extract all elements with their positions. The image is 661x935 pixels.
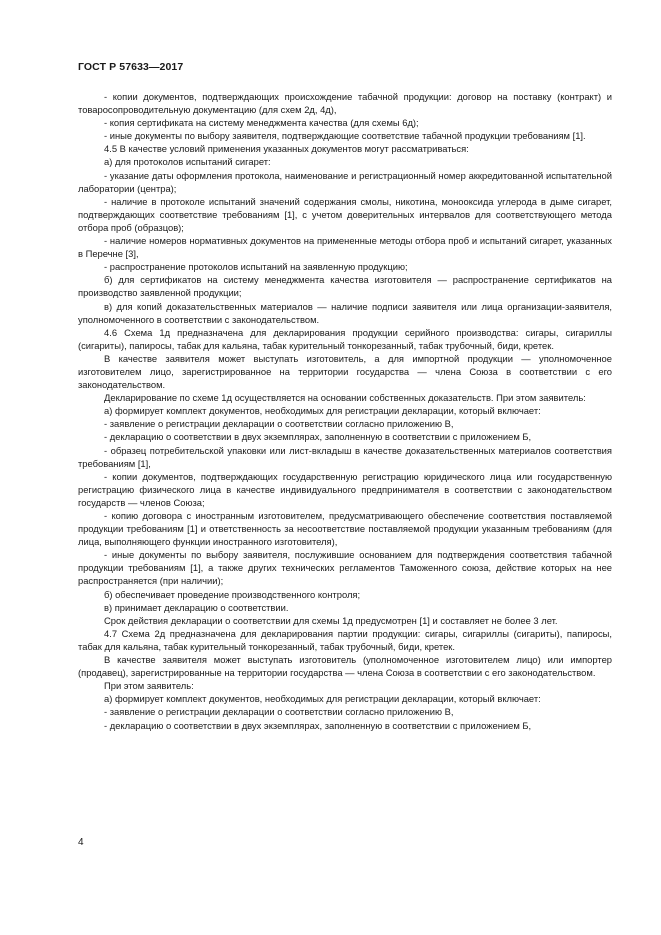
paragraph: б) обеспечивает проведение производственного контроля;: [104, 588, 361, 600]
paragraph: - копия сертификата на систему менеджмента качества (для схемы 6д);: [104, 117, 419, 129]
paragraph: - иные документы по выбору заявителя, послужившие основанием для подтверждения соответствия табачной продукции требованиям [1], а также других технических регламентов Таможенного союза, действие которых на нее распространяется (при наличии);: [78, 549, 612, 587]
paragraph: в) для копий доказательственных материалов — наличие подписи заявителя или лица организации-заявителя, уполномоченного в соответствии с законодательством.: [78, 300, 612, 325]
paragraph: - образец потребительской упаковки или лист-вкладыш в качестве доказательственных материалов соответствия требованиям [1],: [78, 444, 612, 469]
paragraph: 4.6 Схема 1д предназначена для декларирования продукции серийного производства: сигары, сигариллы (сигариты), папиросы, табак для кальяна, табак курительный тонкорезанный, табак трубочный, биди, кретек.: [78, 326, 612, 351]
paragraph: При этом заявитель:: [104, 680, 194, 692]
paragraph: В качестве заявителя может выступать изготовитель (уполномоченное изготовителем лицо) или импортер (продавец), зарегистрированные на территории государства — члена Союза в соответствии с его законодательством.: [78, 654, 612, 679]
paragraph: 4.7 Схема 2д предназначена для декларирования партии продукции: сигары, сигариллы (сигариты), папиросы, табак для кальяна, табак курительный тонкорезанный, табак трубочный, биди, кретек.: [78, 627, 612, 652]
paragraph: - копии документов, подтверждающих государственную регистрацию юридического лица или государственную регистрацию физического лица в качестве индивидуального предпринимателя в соответствии с законодательством государств — членов Союза;: [78, 470, 612, 508]
paragraph: Декларирование по схеме 1д осуществляется на основании собственных доказательств. При этом заявитель:: [104, 392, 586, 404]
paragraph: - наличие номеров нормативных документов на примененные методы отбора проб и испытаний сигарет, указанных в Перечне [3],: [78, 235, 612, 260]
paragraph: - декларацию о соответствии в двух экземплярах, заполненную в соответствии с приложением Б,: [104, 719, 532, 731]
paragraph: 4.5 В качестве условий применения указанных документов могут рассматриваться:: [104, 143, 469, 155]
document-header: ГОСТ Р 57633—2017: [78, 61, 184, 73]
paragraph: - наличие в протоколе испытаний значений содержания смолы, никотина, монооксида углерода в дыме сигарет, подтверждающих соответствие требованиям [1], с учетом доверительных интервалов для соответствующего метода отбора проб (образцов);: [78, 195, 612, 233]
paragraph: - указание даты оформления протокола, наименование и регистрационный номер аккредитованной испытательной лаборатории (центра);: [78, 169, 612, 194]
paragraph: б) для сертификатов на систему менеджмента качества изготовителя — распространение сертификатов на производство заявленной продукции;: [78, 274, 612, 299]
paragraph: а) формирует комплект документов, необходимых для регистрации декларации, который включает:: [104, 405, 541, 417]
page-number: 4: [78, 837, 84, 848]
paragraph: - заявление о регистрации декларации о соответствии согласно приложению В,: [104, 418, 454, 430]
paragraph: - декларацию о соответствии в двух экземплярах, заполненную в соответствии с приложением Б,: [104, 431, 532, 443]
paragraph: Срок действия декларации о соответствии для схемы 1д предусмотрен [1] и составляет не более 3 лет.: [104, 614, 558, 626]
paragraph: в) принимает декларацию о соответствии.: [104, 601, 289, 613]
paragraph: - копии документов, подтверждающих происхождение табачной продукции: договор на поставку (контракт) и товаросопроводительную документацию (для схем 2д, 4д),: [78, 91, 612, 116]
paragraph: - копию договора с иностранным изготовителем, предусматривающего обеспечение соответствия поставляемой продукции требованиям [1] и ответственность за несоответствие поставляемой продукции указанным требованиям (для лица, выполняющего функции иностранного изготовителя),: [78, 510, 612, 548]
paragraph: а) для протоколов испытаний сигарет:: [104, 156, 271, 168]
paragraph: - заявление о регистрации декларации о соответствии согласно приложению В,: [104, 706, 454, 718]
paragraph: - распространение протоколов испытаний на заявленную продукцию;: [104, 261, 408, 273]
paragraph: В качестве заявителя может выступать изготовитель, а для импортной продукции — уполномоченное изготовителем лицо, зарегистрированное на территории государства — члена Союза в соответствии с его законодательством.: [78, 352, 612, 391]
paragraph: а) формирует комплект документов, необходимых для регистрации декларации, который включает:: [104, 693, 541, 705]
document-body: [78, 90, 612, 732]
paragraph: - иные документы по выбору заявителя, подтверждающие соответствие табачной продукции требованиям [1].: [104, 130, 586, 142]
